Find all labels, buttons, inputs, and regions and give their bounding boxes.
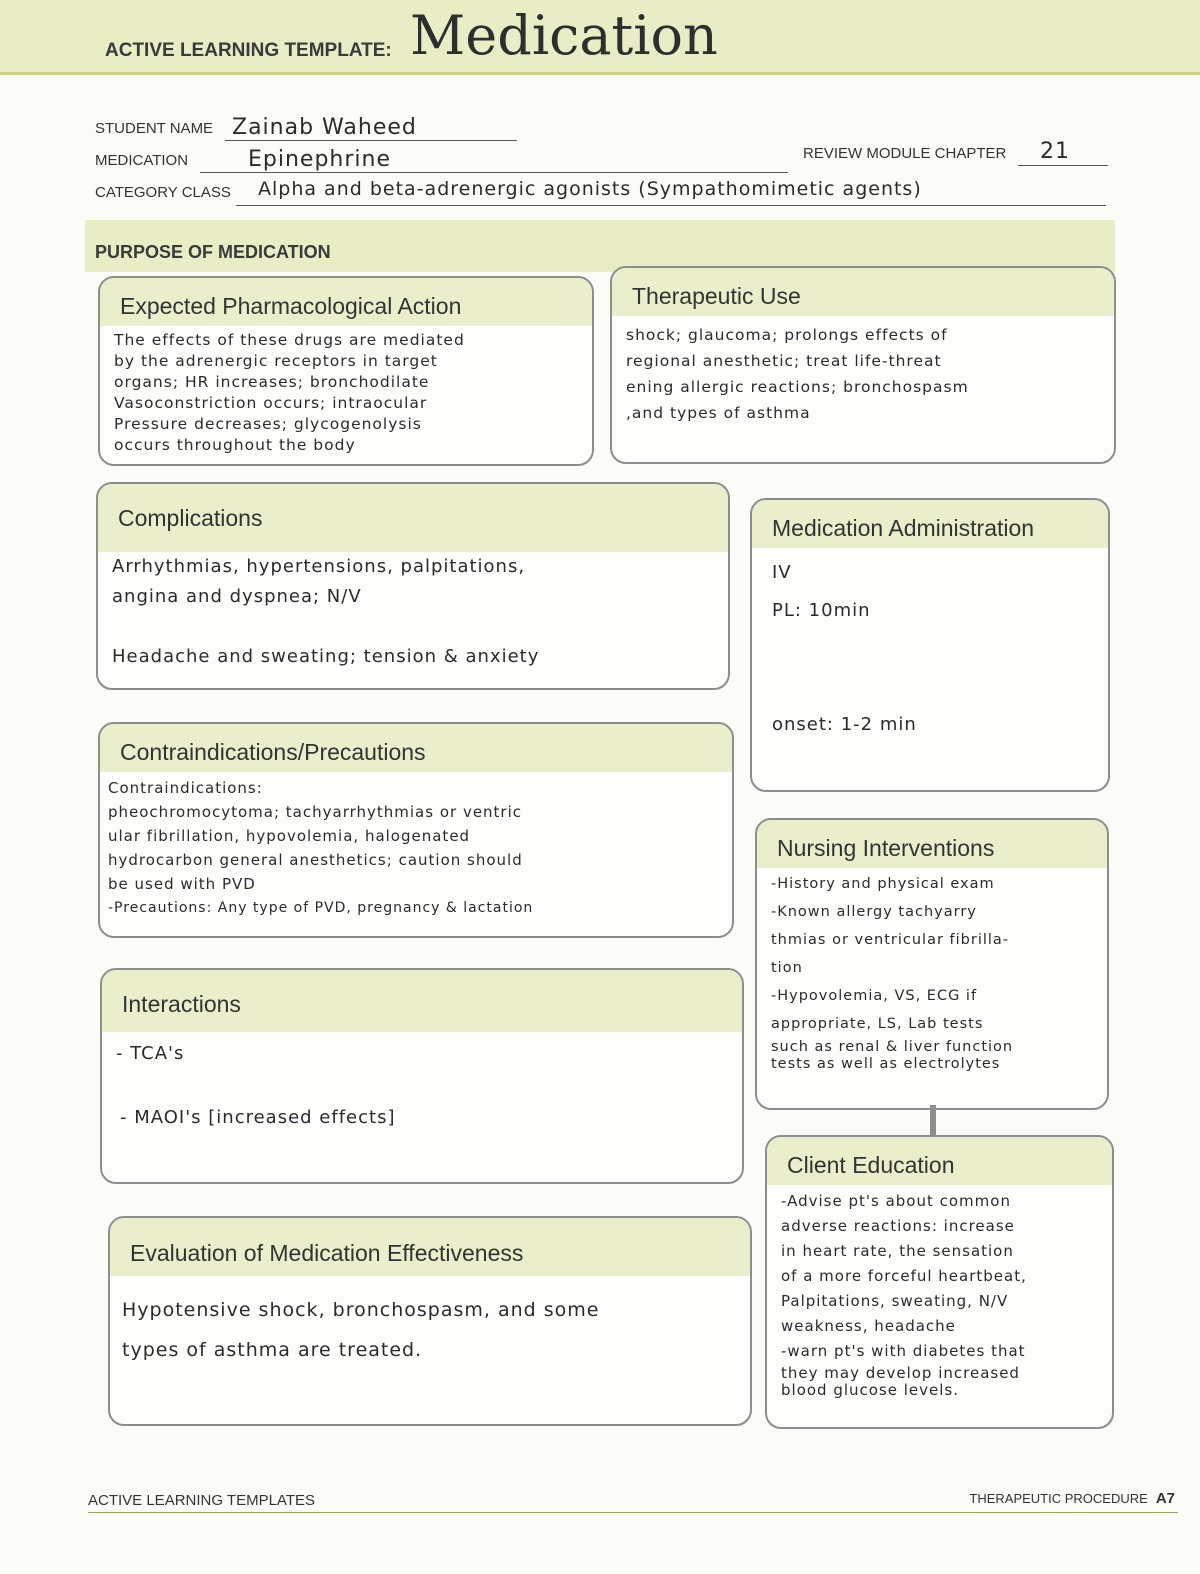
interactions-box bbox=[100, 968, 744, 1184]
text-line bbox=[112, 612, 714, 642]
text-line: appropriate, LS, Lab tests bbox=[771, 1016, 984, 1032]
administration-heading: Medication Administration bbox=[752, 500, 1108, 548]
complications-body bbox=[98, 552, 728, 678]
text-line: ening allergic reactions; bronchospasm bbox=[626, 378, 969, 396]
student-name-value: Zainab Waheed bbox=[232, 115, 417, 140]
text-line: be used with PVD bbox=[108, 875, 256, 893]
client-education-heading: Client Education bbox=[767, 1137, 1112, 1185]
text-line: weakness, headache bbox=[781, 1317, 956, 1335]
text-line: Arrhythmias, hypertensions, palpitations, bbox=[112, 556, 526, 577]
purpose-label: PURPOSE OF MEDICATION bbox=[95, 242, 331, 262]
text-line: -Known allergy tachyarry bbox=[771, 904, 977, 920]
text-line: -History and physical exam bbox=[771, 876, 995, 892]
text-line: occurs throughout the body bbox=[114, 436, 356, 454]
review-chapter-value: 21 bbox=[1040, 139, 1070, 164]
text-line: Contraindications: bbox=[108, 779, 263, 797]
contraindications-heading: Contraindications/Precautions bbox=[100, 724, 732, 772]
therapeutic-use-box bbox=[610, 266, 1116, 464]
complications-box bbox=[96, 482, 730, 690]
medication-label: MEDICATION bbox=[95, 152, 189, 169]
text-line: onset: 1-2 min bbox=[772, 714, 917, 735]
interactions-heading: Interactions bbox=[102, 970, 742, 1032]
text-line: Palpitations, sweating, N/V bbox=[781, 1292, 1009, 1310]
student-name-label: STUDENT NAME bbox=[95, 120, 214, 137]
text-line bbox=[116, 1070, 728, 1102]
text-line: they may develop increased bbox=[781, 1364, 1020, 1382]
text-line: Vasoconstriction occurs; intraocular bbox=[114, 394, 428, 412]
category-label: CATEGORY CLASS bbox=[95, 184, 231, 201]
text-line: -Hypovolemia, VS, ECG if bbox=[771, 988, 978, 1004]
text-line: by the adrenergic receptors in target bbox=[114, 352, 438, 370]
text-line: ular fibrillation, hypovolemia, halogenated bbox=[108, 827, 471, 845]
page-number: A7 bbox=[1155, 1490, 1175, 1507]
text-line: such as renal & liver function bbox=[771, 1039, 1014, 1055]
text-line: tion bbox=[771, 960, 803, 976]
footer-rule bbox=[88, 1512, 1178, 1513]
therapeutic-use-body bbox=[612, 316, 1114, 432]
text-line: hydrocarbon general anesthetics; caution should bbox=[108, 851, 523, 869]
text-line: types of asthma are treated. bbox=[122, 1339, 423, 1361]
text-line: tests as well as electrolytes bbox=[771, 1056, 1001, 1072]
client-education-body bbox=[767, 1185, 1112, 1404]
review-chapter-label: REVIEW MODULE CHAPTER bbox=[803, 145, 1007, 162]
text-line: regional anesthetic; treat life-threat bbox=[626, 352, 942, 370]
text-line: IV bbox=[772, 562, 792, 583]
expected-action-box bbox=[98, 276, 594, 466]
text-line: Hypotensive shock, bronchospasm, and some bbox=[122, 1299, 600, 1321]
text-line: - MAOI's [increased effects] bbox=[120, 1107, 396, 1128]
page-title: Medication bbox=[410, 4, 718, 67]
text-line: in heart rate, the sensation bbox=[781, 1242, 1014, 1260]
text-line: organs; HR increases; bronchodilate bbox=[114, 373, 430, 391]
text-line: thmias or ventricular fibrilla- bbox=[771, 932, 1010, 948]
expected-action-heading: Expected Pharmacological Action bbox=[100, 278, 592, 326]
text-line: PL: 10min bbox=[772, 600, 871, 621]
text-line: -Advise pt's about common bbox=[781, 1192, 1011, 1210]
text-line: Pressure decreases; glycogenolysis bbox=[114, 415, 422, 433]
text-line: Headache and sweating; tension & anxiety bbox=[112, 646, 540, 667]
medication-value: Epinephrine bbox=[248, 147, 391, 172]
category-line bbox=[236, 205, 1106, 206]
expected-action-body bbox=[100, 326, 592, 462]
template-label: ACTIVE LEARNING TEMPLATE: bbox=[105, 40, 392, 61]
evaluation-box bbox=[108, 1216, 752, 1426]
nursing-box bbox=[755, 818, 1109, 1110]
administration-box bbox=[750, 498, 1110, 792]
footer-left: ACTIVE LEARNING TEMPLATES bbox=[88, 1492, 315, 1509]
footer-right-text: THERAPEUTIC PROCEDURE bbox=[969, 1491, 1148, 1506]
text-line: ,and types of asthma bbox=[626, 404, 811, 422]
text-line: of a more forceful heartbeat, bbox=[781, 1267, 1027, 1285]
nursing-body bbox=[757, 868, 1107, 1078]
text-line: blood glucose levels. bbox=[781, 1381, 960, 1399]
text-line: shock; glaucoma; prolongs effects of bbox=[626, 326, 948, 344]
text-line: angina and dyspnea; N/V bbox=[112, 586, 362, 607]
category-value: Alpha and beta-adrenergic agonists (Sympathomimetic agents) bbox=[258, 178, 922, 200]
text-line: - TCA's bbox=[116, 1043, 185, 1064]
client-education-box bbox=[765, 1135, 1114, 1429]
evaluation-body bbox=[110, 1276, 750, 1376]
text-line: adverse reactions: increase bbox=[781, 1217, 1015, 1235]
text-line bbox=[772, 668, 1094, 706]
text-line: -Precautions: Any type of PVD, pregnancy & lactation bbox=[108, 900, 534, 916]
complications-heading: Complications bbox=[98, 484, 728, 552]
administration-body bbox=[752, 548, 1108, 750]
text-line bbox=[772, 630, 1094, 668]
text-line: pheochromocytoma; tachyarrhythmias or ventric bbox=[108, 803, 523, 821]
footer-right bbox=[969, 1490, 1175, 1507]
contraindications-body bbox=[100, 772, 732, 926]
interactions-body bbox=[102, 1032, 742, 1140]
connector-bar bbox=[930, 1105, 936, 1135]
therapeutic-use-heading: Therapeutic Use bbox=[612, 268, 1114, 316]
contraindications-box bbox=[98, 722, 734, 938]
text-line: The effects of these drugs are mediated bbox=[114, 331, 465, 349]
evaluation-heading: Evaluation of Medication Effectiveness bbox=[110, 1218, 750, 1276]
nursing-heading: Nursing Interventions bbox=[757, 820, 1107, 868]
text-line: -warn pt's with diabetes that bbox=[781, 1342, 1026, 1360]
